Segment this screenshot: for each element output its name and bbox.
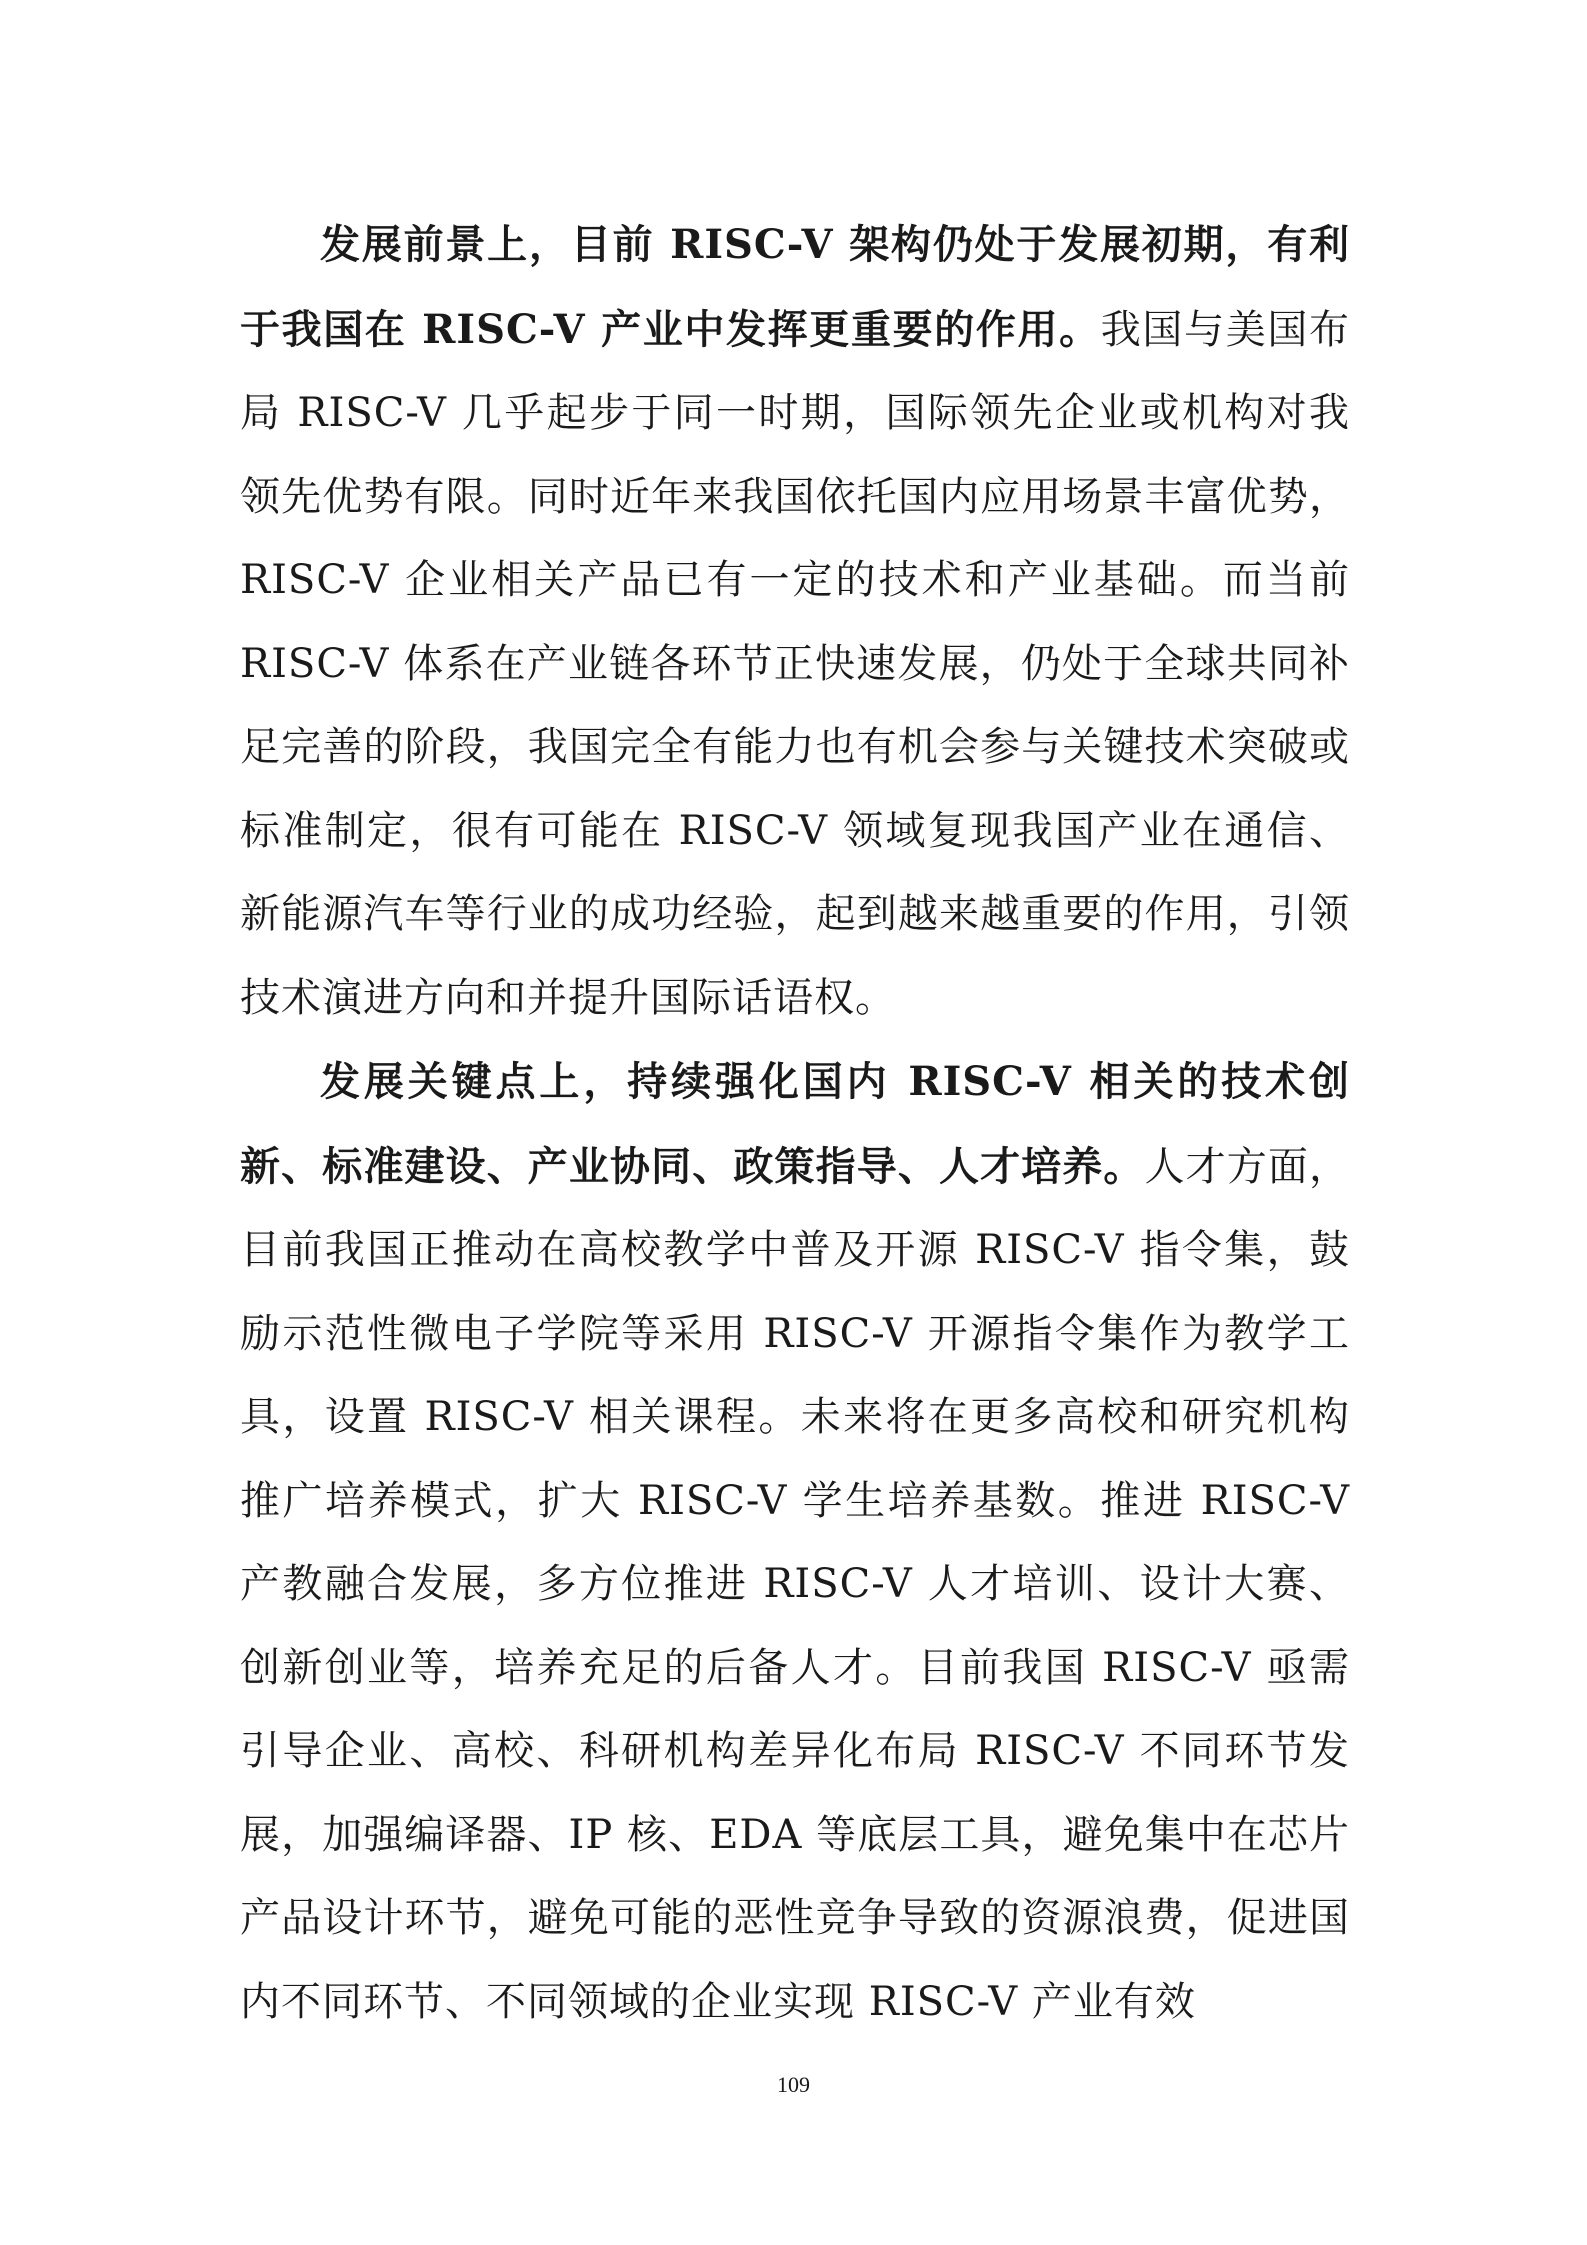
- paragraph-lead-key-points: 发展关键点上，持续强化国内 RISC-V 相关的技术创新、标准建设、产业协同、政策指导、人才培养。: [240, 1058, 1350, 1190]
- paragraph-body-outlook: 我国与美国布局 RISC-V 几乎起步于同一时期，国际领先企业或机构对我领先优势有限。同时近年来我国依托国内应用场景丰富优势，RISC-V 企业相关产品已有一定的技术和产业基础。而当前 RISC-V 体系在产业链各环节正快速发展，仍处于全球共同补足完善的阶段，我国完全有能力也有机会参与关键技术突破或标准制定，很有可能在 RISC-V 领域复现我国产业在通信、新能源汽车等行业的成功经验，起到越来越重要的作用，引领技术演进方向和并提升国际话语权。: [240, 306, 1350, 1021]
- paragraph-key-points: [240, 1040, 1350, 2044]
- paragraph-body-key-points: 人才方面，目前我国正推动在高校教学中普及开源 RISC-V 指令集，鼓励示范性微电子学院等采用 RISC-V 开源指令集作为教学工具，设置 RISC-V 相关课程。未来将在更多高校和研究机构推广培养模式，扩大 RISC-V 学生培养基数。推进 RISC-V 产教融合发展，多方位推进 RISC-V 人才培训、设计大赛、创新创业等，培养充足的后备人才。目前我国 RISC-V 亟需引导企业、高校、科研机构差异化布局 RISC-V 不同环节发展，加强编译器、IP 核、EDA 等底层工具，避免集中在芯片产品设计环节，避免可能的恶性竞争导致的资源浪费，促进国内不同环节、不同领域的企业实现 RISC-V 产业有效: [240, 1143, 1351, 2025]
- document-body: [240, 203, 1350, 2044]
- paragraph-lead-outlook: 发展前景上，目前 RISC-V 架构仍处于发展初期，有利于我国在 RISC-V 产业中发挥更重要的作用。: [240, 221, 1350, 353]
- paragraph-outlook: [240, 203, 1350, 1040]
- page-number: 109: [777, 2072, 810, 2097]
